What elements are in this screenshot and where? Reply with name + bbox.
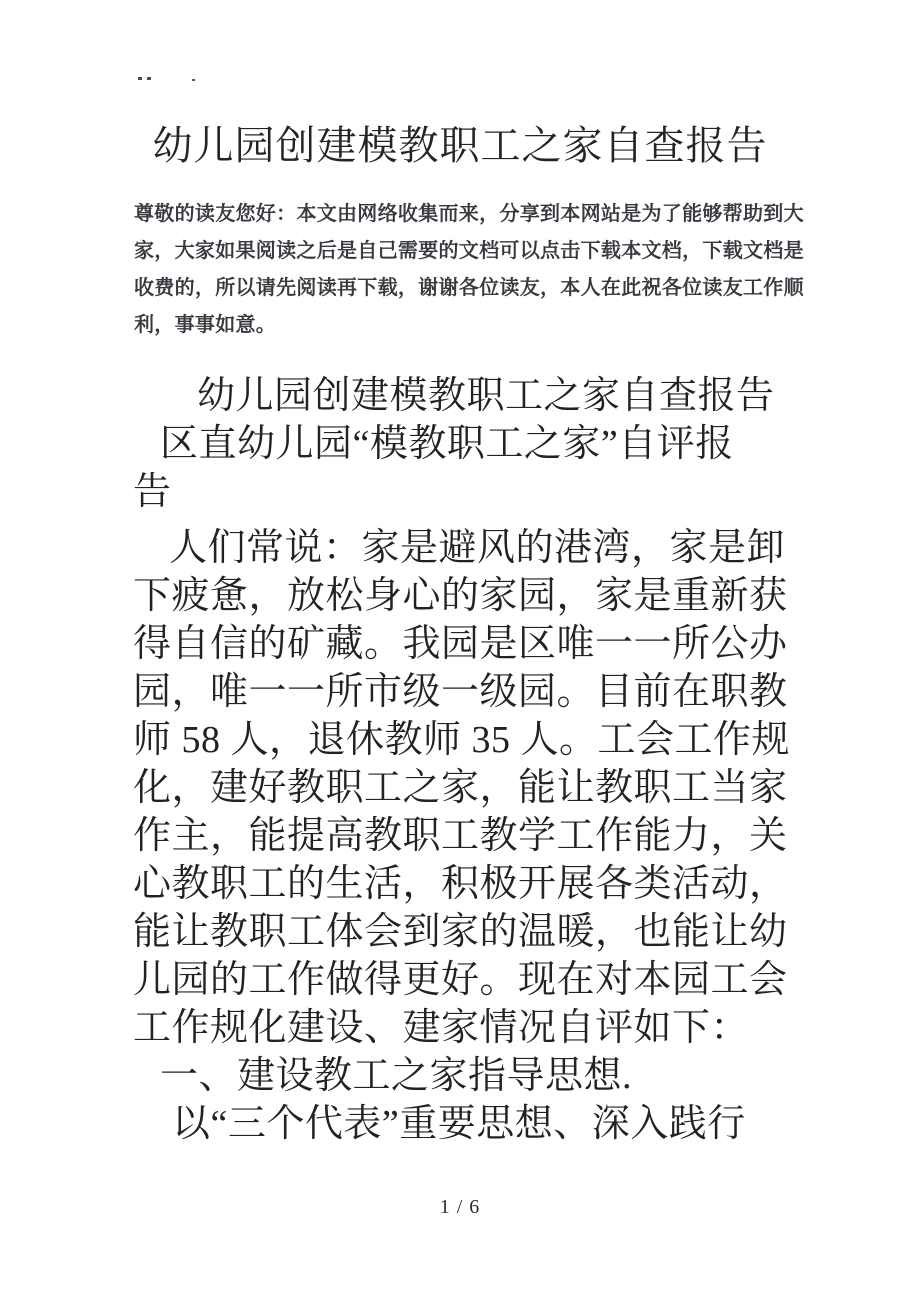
doc-body-line: 能让教职工体会到家的温暖，也能让幼 bbox=[133, 911, 788, 953]
doc-body-line: 儿园的工作做得更好。现在对本园工会 bbox=[133, 959, 788, 1001]
doc-body-line: 一、建设教工之家指导思想. bbox=[160, 1055, 633, 1097]
doc-body-line: 下疲惫，放松身心的家园，家是重新获 bbox=[133, 575, 788, 617]
notice-paragraph bbox=[134, 196, 804, 344]
doc-body-line: 作主，能提高教职工教学工作能力，关 bbox=[133, 815, 788, 857]
document-body bbox=[133, 372, 813, 1148]
doc-body-line: 化，建好教职工之家，能让教职工当家 bbox=[133, 767, 788, 809]
notice-line: 收费的，所以请先阅读再下载，谢谢各位读友，本人在此祝各位读友工作顺 bbox=[134, 277, 804, 299]
doc-heading-line: 区直幼儿园“模教职工之家”自评报 bbox=[160, 423, 734, 465]
stray-mark-dot bbox=[192, 79, 195, 81]
page-number-footer: 1 / 6 bbox=[439, 1196, 481, 1218]
doc-body-line: 工作规化建设、建家情况自评如下： bbox=[133, 1007, 750, 1049]
doc-body-line: 人们常说：家是避风的港湾，家是卸 bbox=[169, 527, 786, 569]
stray-mark-dot bbox=[138, 77, 142, 80]
notice-line: 家，大家如果阅读之后是自己需要的文档可以点击下载本文档，下载文档是 bbox=[134, 240, 804, 262]
doc-body-line: 师 58 人，退休教师 35 人。工会工作规 bbox=[133, 719, 791, 761]
doc-heading-line: 告 bbox=[133, 471, 172, 513]
doc-body-line: 以“三个代表”重要思想、深入践行 bbox=[172, 1103, 746, 1145]
doc-body-line: 心教职工的生活，积极开展各类活动， bbox=[133, 863, 788, 905]
stray-mark-dot bbox=[147, 77, 151, 80]
notice-line: 尊敬的读友您好：本文由网络收集而来，分享到本网站是为了能够帮助到大 bbox=[134, 203, 804, 225]
document-main-title: 幼儿园创建模教职工之家自查报告 bbox=[152, 123, 768, 168]
doc-body-line: 得自信的矿藏。我园是区唯一一所公办 bbox=[133, 623, 788, 665]
notice-line: 利，事事如意。 bbox=[134, 314, 277, 336]
doc-body-line: 园，唯一一所市级一级园。目前在职教 bbox=[133, 671, 788, 713]
doc-heading-line: 幼儿园创建模教职工之家自查报告 bbox=[197, 375, 775, 417]
